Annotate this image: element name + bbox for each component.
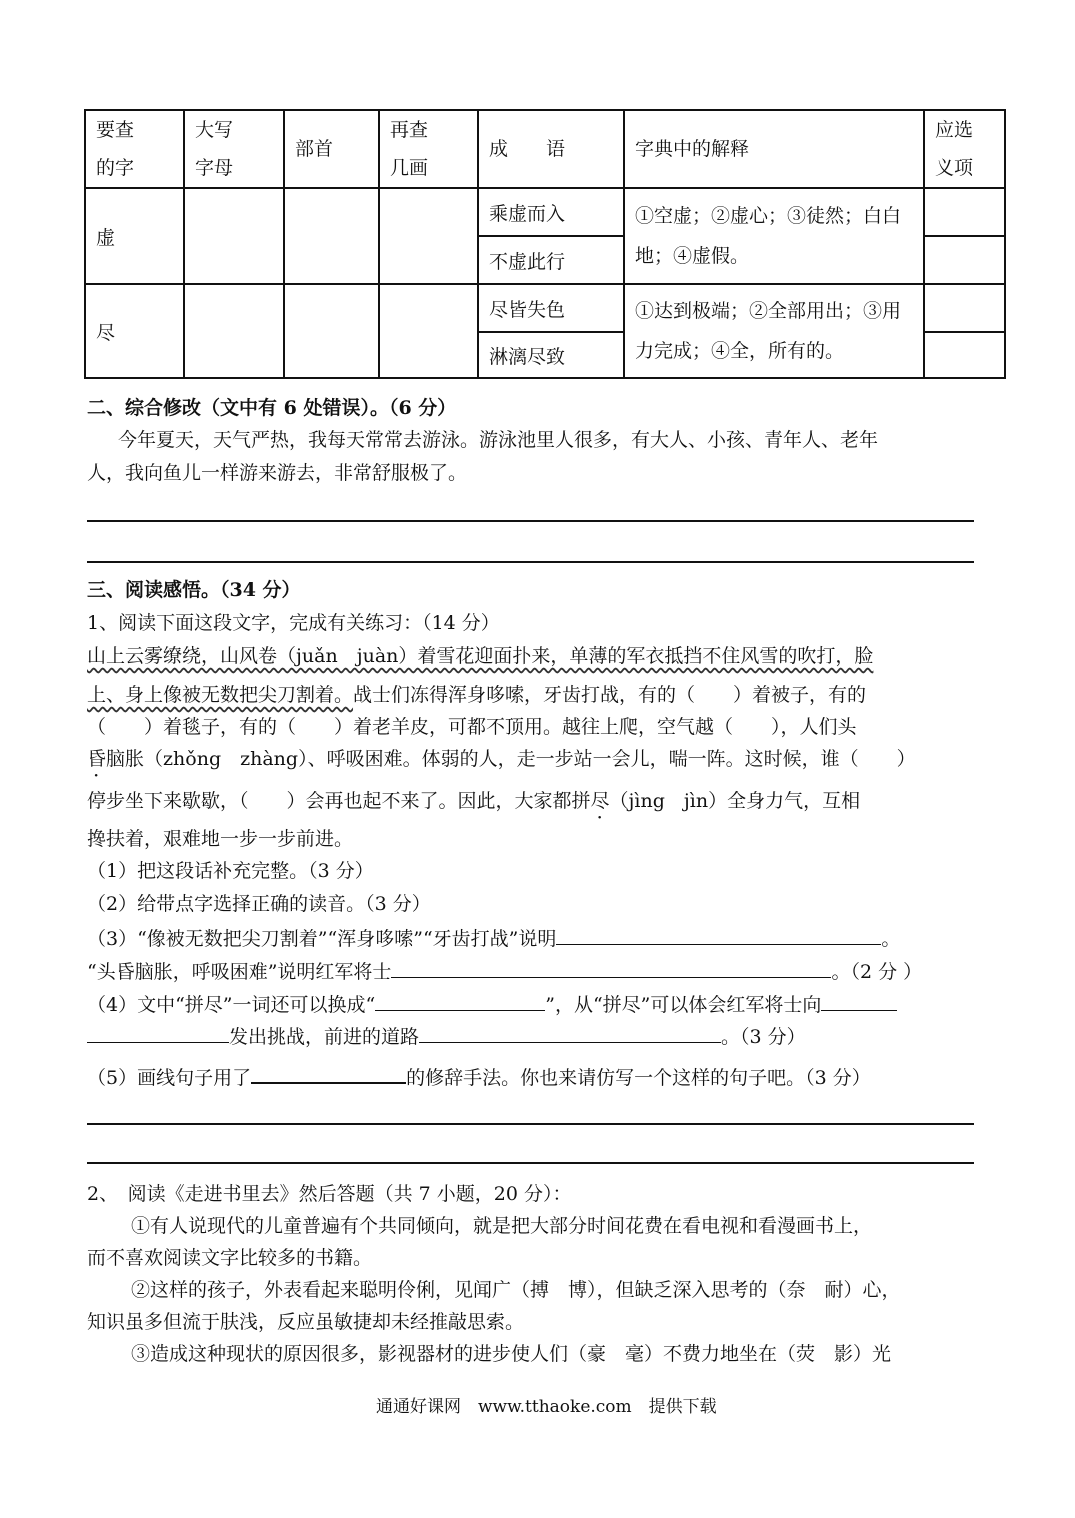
answer-blank[interactable]: [556, 924, 881, 945]
sub-question-4b: [87, 1022, 806, 1050]
dictionary-table: [84, 109, 1006, 379]
passage-line: 搀扶着，艰难地一步一步前进。: [87, 828, 354, 850]
passage-line: [87, 746, 916, 772]
header-idiom: 成 语: [478, 110, 624, 188]
dotted-char: 昏: [87, 748, 107, 770]
cell-radical[interactable]: [284, 284, 379, 378]
sub-question-text: （3）“像被无数把尖刀割着”“浑身哆嗦”“牙齿打战”说明: [87, 928, 557, 950]
row-char: 虚: [85, 188, 184, 284]
sub-question-3a: [87, 924, 900, 952]
passage-line: [87, 682, 866, 708]
passage-text: 战士们冻得浑身哆嗦，牙齿打战，有的（ ）着被子，有的: [353, 684, 867, 706]
header-choice: 应选 义项: [924, 110, 1005, 188]
question1-intro: 1、阅读下面这段文字，完成有关练习：（14 分）: [87, 612, 500, 634]
section2-para-line: 今年夏天，天气严热，我每天常常去游泳。游泳池里人很多，有大人、小孩、青年人、老年: [118, 429, 879, 451]
row-meaning: ①达到极端；②全部用出；③用力完成；④全，所有的。: [624, 284, 924, 378]
row-idiom: 尽皆失色: [478, 284, 624, 332]
answer-line[interactable]: [87, 1162, 974, 1164]
cell-strokes[interactable]: [379, 284, 478, 378]
cell-choice[interactable]: [924, 284, 1005, 332]
reading-paragraph: ②这样的孩子，外表看起来聪明伶俐，见闻广（搏 博），但缺乏深入思考的（奈 耐）心，: [131, 1279, 901, 1301]
answer-blank[interactable]: [251, 1062, 406, 1084]
cell-choice[interactable]: [924, 188, 1005, 236]
sub-question-text: 的修辞手法。你也来请仿写一个这样的句子吧。（3 分）: [406, 1067, 871, 1089]
sub-question-text: 。（3 分）: [721, 1026, 806, 1048]
question2-intro: 2、 阅读《走进书里去》然后答题（共 7 小题，20 分）：: [87, 1183, 572, 1205]
sub-question-text: （5）画线句子用了: [87, 1067, 252, 1089]
cell-capital[interactable]: [184, 284, 284, 378]
cell-strokes[interactable]: [379, 188, 478, 284]
cell-capital[interactable]: [184, 188, 284, 284]
cell-choice[interactable]: [924, 236, 1005, 284]
cell-choice[interactable]: [924, 332, 1005, 378]
passage-line: （ ）着毯子，有的（ ）着老羊皮，可都不顶用。越往上爬，空气越（ ），人们头: [87, 716, 857, 738]
answer-blank[interactable]: [375, 990, 545, 1011]
sub-question-2: （2）给带点字选择正确的读音。（3 分）: [87, 893, 431, 915]
passage-text: 脑胀（zhǒng zhàng）、呼吸困难。体弱的人，走一步站一会儿，喘一阵。这时候，谁（ ）: [106, 748, 916, 770]
sub-question-text: 。: [881, 928, 901, 950]
sub-question-1: （1）把这段话补充完整。（3 分）: [87, 860, 374, 882]
sub-question-text: “头昏脑胀，呼吸困难”说明红军将士: [87, 961, 392, 983]
page-footer: 通通好课网 www.tthaoke.com 提供下载: [376, 1397, 717, 1417]
passage-line: [87, 788, 860, 814]
row-idiom: 不虚此行: [478, 236, 624, 284]
sub-question-text: 发出挑战，前进的道路: [229, 1026, 420, 1048]
sub-question-4a: [87, 990, 897, 1018]
sub-question-5: [87, 1062, 871, 1091]
row-char: 尽: [85, 284, 184, 378]
cell-radical[interactable]: [284, 188, 379, 284]
reading-paragraph: 而不喜欢阅读文字比较多的书籍。: [87, 1247, 373, 1269]
underlined-sentence: 山上云雾缭绕，山风卷（juǎn juàn）着雪花迎面扑来，单薄的军衣抵挡不住风雪的吹打，脸: [87, 645, 874, 667]
section2-title: 二、综合修改（文中有 6 处错误）。（6 分）: [87, 397, 457, 419]
passage-text: （jìng jìn）全身力气，互相: [609, 790, 861, 812]
answer-blank[interactable]: [87, 1022, 229, 1043]
reading-paragraph: ①有人说现代的儿童普遍有个共同倾向，就是把大部分时间花费在看电视和看漫画书上，: [131, 1215, 873, 1237]
header-strokes: 再查 几画: [379, 110, 478, 188]
header-radical: 部首: [284, 110, 379, 188]
reading-paragraph: 知识虽多但流于肤浅，反应虽敏捷却未经推敲思索。: [87, 1311, 525, 1333]
row-meaning: ①空虚；②虚心；③徒然；白白地；④虚假。: [624, 188, 924, 284]
row-idiom: 乘虚而入: [478, 188, 624, 236]
passage-text: 停步坐下来歇歇，（ ）会再也起不来了。因此，大家都拼: [87, 790, 591, 812]
header-capital: 大写 字母: [184, 110, 284, 188]
answer-line[interactable]: [87, 1123, 974, 1125]
answer-blank[interactable]: [419, 1022, 721, 1043]
answer-line[interactable]: [87, 561, 974, 563]
answer-line[interactable]: [87, 520, 974, 522]
section2-para-line: 人，我向鱼儿一样游来游去，非常舒服极了。: [87, 462, 468, 484]
answer-blank[interactable]: [821, 990, 897, 1011]
dotted-char: 尽: [590, 790, 610, 812]
sub-question-text: 。（2 分 ）: [831, 961, 923, 983]
sub-question-text: ”，从“拼尽”可以体会红军将士向: [545, 994, 822, 1016]
sub-question-3b: [87, 957, 922, 985]
header-definition: 字典中的解释: [624, 110, 924, 188]
answer-blank[interactable]: [391, 957, 831, 978]
sub-question-text: （4）文中“拼尽”一词还可以换成“: [87, 994, 376, 1016]
row-idiom: 淋漓尽致: [478, 332, 624, 378]
header-char: 要查 的字: [85, 110, 184, 188]
section3-title: 三、阅读感悟。（34 分）: [87, 579, 301, 601]
underlined-sentence: 上、身上像被无数把尖刀割着。: [87, 684, 354, 706]
reading-paragraph: ③造成这种现状的原因很多，影视器材的进步使人们（豪 毫）不费力地坐在（荧 影）光: [131, 1343, 892, 1365]
